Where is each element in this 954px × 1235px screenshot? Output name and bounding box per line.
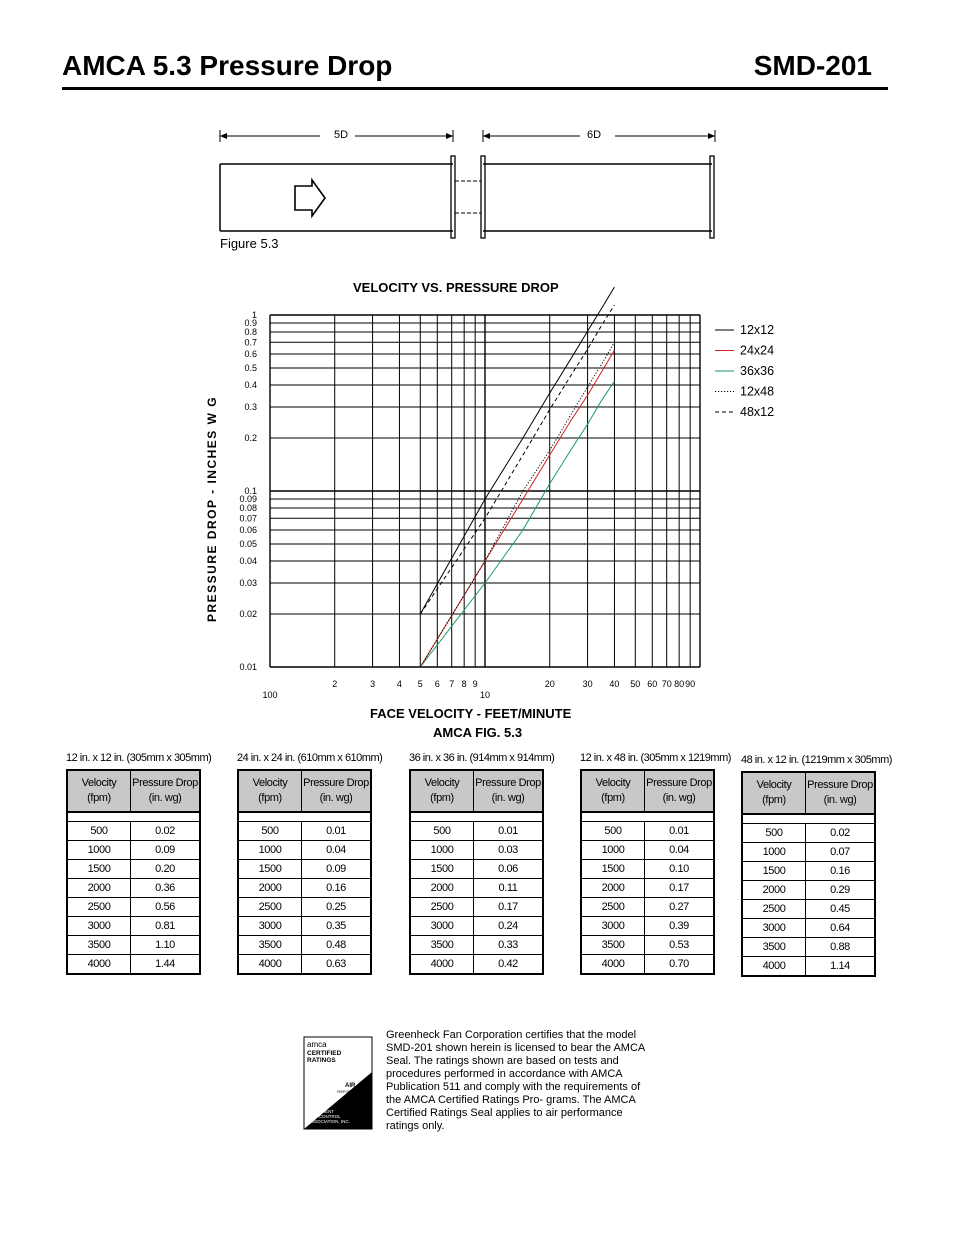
legend-label: 12x48 (740, 384, 775, 399)
col-header-pressure (474, 770, 544, 812)
velocity-cell: 2000 (238, 879, 302, 898)
y-tick-label: 1 (251, 310, 257, 320)
dim-label-6d: 6D (587, 129, 602, 141)
series-line-12x12 (420, 287, 614, 614)
table-row (238, 841, 371, 860)
col-header-velocity: Velocity (fpm) (67, 770, 131, 812)
pressure-cell: 0.01 (645, 822, 715, 841)
y-tick-label: 0.03 (239, 578, 257, 589)
table-row (67, 955, 200, 975)
velocity-cell: 3500 (67, 936, 131, 955)
table-row (238, 860, 371, 879)
velocity-cell: 4000 (67, 955, 131, 975)
y-tick-label: 0.6 (244, 349, 257, 360)
y-tick-label: 0.04 (239, 556, 257, 567)
y-tick-label: 0.4 (244, 380, 257, 391)
table-row (67, 917, 200, 936)
table-row (742, 938, 875, 957)
table-row (410, 860, 543, 879)
pressure-cell: 0.16 (302, 879, 372, 898)
pressure-cell: 1.44 (131, 955, 201, 975)
col-header-pressure-line1: Pressure Drop (303, 777, 369, 789)
pressure-cell: 0.24 (474, 917, 544, 936)
table-title: 36 in. x 36 in. (914mm x 914mm) (409, 752, 555, 764)
pressure-cell: 0.17 (474, 898, 544, 917)
pressure-cell: 0.04 (302, 841, 372, 860)
table-row (238, 822, 371, 841)
table-row (742, 862, 875, 881)
velocity-cell: 3500 (238, 936, 302, 955)
velocity-cell: 2500 (67, 898, 131, 917)
series-line-24x24 (420, 350, 614, 667)
pressure-cell: 0.29 (806, 881, 876, 900)
seal-text-2: CERTIFIED (307, 1050, 342, 1057)
x-tick-label: 50 (630, 679, 641, 689)
pressure-cell: 0.70 (645, 955, 715, 975)
seal-text-1: amca (307, 1040, 327, 1049)
y-tick-label: 0.09 (239, 494, 257, 505)
table-row (742, 919, 875, 938)
x-tick-label: 90 (685, 679, 696, 689)
pressure-cell: 0.27 (645, 898, 715, 917)
pressure-drop-table (580, 752, 731, 975)
pressure-cell: 0.56 (131, 898, 201, 917)
table-row (67, 879, 200, 898)
velocity-cell: 4000 (238, 955, 302, 975)
pressure-cell: 0.17 (645, 879, 715, 898)
page-title: AMCA 5.3 Pressure Drop (62, 50, 393, 81)
x-tick-label: 30 (582, 679, 593, 689)
y-tick-label: 0.5 (244, 362, 257, 373)
figure-caption: Figure 5.3 (220, 236, 279, 251)
y-tick-label: 0.05 (239, 538, 257, 549)
table-row (67, 841, 200, 860)
velocity-cell: 3000 (410, 917, 474, 936)
pressure-cell: 0.02 (131, 822, 201, 841)
col-header-pressure-line2: (in. wg) (823, 794, 857, 806)
velocity-cell: 1000 (410, 841, 474, 860)
table-title: 24 in. x 24 in. (610mm x 610mm) (237, 752, 383, 764)
x-tick-label: 70 (661, 679, 672, 689)
velocity-cell: 500 (238, 822, 302, 841)
x-tick-label: 2 (332, 679, 338, 689)
table-title: 12 in. x 12 in. (305mm x 305mm) (66, 752, 212, 764)
table-row (742, 843, 875, 862)
y-tick-label: 0.7 (244, 337, 257, 348)
col-header-pressure-line2: (in. wg) (148, 792, 182, 804)
pressure-drop-table (741, 754, 892, 977)
pressure-cell: 0.16 (806, 862, 876, 881)
table-row (742, 824, 875, 843)
data-table (409, 769, 544, 975)
series-line-48x12 (420, 305, 614, 614)
pressure-cell: 0.48 (302, 936, 372, 955)
velocity-cell: 3000 (238, 917, 302, 936)
y-tick-label: 0.01 (239, 662, 257, 672)
legend-label: 24x24 (740, 343, 775, 358)
legend-label: 48x12 (740, 405, 775, 419)
table-row (742, 900, 875, 919)
table-row (410, 841, 543, 860)
col-header-pressure-line1: Pressure Drop (807, 779, 873, 791)
col-header-pressure-line1: Pressure Drop (475, 777, 541, 789)
table-row (238, 936, 371, 955)
velocity-cell: 1000 (581, 841, 645, 860)
x-tick-label: 5 (417, 679, 423, 689)
header-gap (238, 812, 371, 822)
col-header-pressure-line1: Pressure Drop (646, 777, 712, 789)
y-tick-label: 0.1 (244, 486, 257, 496)
header-gap (742, 814, 875, 824)
seal-text-4: AIR (345, 1083, 356, 1089)
table-row (742, 881, 875, 900)
pressure-cell: 0.53 (645, 936, 715, 955)
pressure-cell: 0.04 (645, 841, 715, 860)
x-tick-label: 8 (461, 679, 467, 689)
col-header-velocity: Velocity (fpm) (410, 770, 474, 812)
x-tick-label: 6 (434, 679, 440, 689)
col-header-velocity: Velocity (fpm) (742, 772, 806, 814)
velocity-cell: 500 (581, 822, 645, 841)
model-number: SMD-201 (753, 50, 872, 81)
table-row (581, 841, 714, 860)
velocity-cell: 500 (742, 824, 806, 843)
dim-label-5d: 5D (334, 129, 349, 141)
velocity-cell: 3500 (581, 936, 645, 955)
data-table (237, 769, 372, 975)
x-tick-label: 7 (449, 679, 455, 689)
velocity-cell: 3000 (742, 919, 806, 938)
chart-subtitle: AMCA FIG. 5.3 (433, 725, 523, 740)
table-row (410, 917, 543, 936)
seal-text-8: AND CONTROL (308, 1114, 341, 1119)
legend-label: 12x12 (740, 323, 775, 337)
velocity-cell: 3000 (581, 917, 645, 936)
pressure-cell: 1.10 (131, 936, 201, 955)
pressure-cell: 0.81 (131, 917, 201, 936)
pressure-cell: 0.64 (806, 919, 876, 938)
table-row (67, 822, 200, 841)
y-tick-label: 0.3 (244, 402, 257, 413)
velocity-cell: 3500 (742, 938, 806, 957)
x-tick-label: 20 (544, 679, 555, 689)
velocity-cell: 4000 (581, 955, 645, 975)
table-row (410, 879, 543, 898)
col-header-pressure (302, 770, 372, 812)
table-row (410, 822, 543, 841)
pressure-cell: 0.25 (302, 898, 372, 917)
velocity-cell: 2000 (410, 879, 474, 898)
table-row (742, 957, 875, 977)
table-row (67, 936, 200, 955)
data-table (66, 769, 201, 975)
table-row (581, 936, 714, 955)
col-header-velocity: Velocity (fpm) (581, 770, 645, 812)
x-tick-label: 60 (647, 679, 658, 689)
pressure-cell: 0.35 (302, 917, 372, 936)
table-row (238, 955, 371, 975)
seal-text-6: AIR (308, 1104, 316, 1109)
pressure-cell: 0.11 (474, 879, 544, 898)
pressure-drop-table (66, 752, 211, 975)
pressure-cell: 0.03 (474, 841, 544, 860)
col-header-pressure-line1: Pressure Drop (132, 777, 198, 789)
pressure-cell: 0.01 (474, 822, 544, 841)
x-tick-label: 3 (370, 679, 376, 689)
pressure-cell: 0.10 (645, 860, 715, 879)
x-tick-label: 40 (609, 679, 620, 689)
col-header-pressure-line2: (in. wg) (662, 792, 696, 804)
x-tick-label: 4 (396, 679, 402, 689)
pressure-cell: 0.33 (474, 936, 544, 955)
velocity-cell: 3500 (410, 936, 474, 955)
header-gap (67, 812, 200, 822)
table-row (238, 879, 371, 898)
table-row (410, 936, 543, 955)
velocity-cell: 3000 (67, 917, 131, 936)
seal-text-9: ASSOCIATION, INC. (308, 1119, 350, 1124)
col-header-pressure (131, 770, 201, 812)
chart-title: VELOCITY VS. PRESSURE DROP (353, 280, 559, 295)
y-axis-label: PRESSURE DROP - INCHES W G (205, 395, 219, 622)
table-row (581, 898, 714, 917)
table-row (67, 898, 200, 917)
col-header-pressure-line2: (in. wg) (319, 792, 353, 804)
x-axis-label: FACE VELOCITY - FEET/MINUTE (370, 706, 572, 721)
amca-certified-ratings-seal (303, 1036, 373, 1130)
table-row (581, 860, 714, 879)
y-tick-label: 0.8 (244, 327, 257, 338)
velocity-cell: 2500 (742, 900, 806, 919)
pressure-cell: 0.09 (302, 860, 372, 879)
col-header-velocity: Velocity (fpm) (238, 770, 302, 812)
seal-text-5: PERFORMANCE (337, 1090, 362, 1094)
table-row (238, 898, 371, 917)
y-tick-label: 0.02 (239, 609, 257, 620)
seal-text-3: RATINGS (307, 1057, 336, 1064)
pressure-cell: 0.06 (474, 860, 544, 879)
data-table (741, 771, 876, 977)
col-header-pressure (806, 772, 876, 814)
table-title: 48 in. x 12 in. (1219mm x 305mm) (741, 754, 892, 766)
velocity-cell: 1000 (742, 843, 806, 862)
table-row (581, 955, 714, 975)
certification-text: Greenheck Fan Corporation certifies that the model SMD-201 shown herein is licensed to bear the AMCA Seal. The ratings shown are based on tests and procedures performed in accordance with AMCA Publication 511 and comply with the requirements of the AMCA Certified Ratings Pro- grams. The AMCA Certified Ratings Seal applies to air performance ratings only. (386, 1029, 645, 1132)
y-tick-label: 0.06 (239, 525, 257, 536)
table-row (581, 822, 714, 841)
pressure-cell: 0.20 (131, 860, 201, 879)
velocity-cell: 1500 (238, 860, 302, 879)
seal-text-7: MOVEMENT (308, 1109, 335, 1114)
header-gap (410, 812, 543, 822)
pressure-cell: 0.36 (131, 879, 201, 898)
table-row (581, 879, 714, 898)
velocity-cell: 1000 (67, 841, 131, 860)
pressure-cell: 0.39 (645, 917, 715, 936)
velocity-cell: 2000 (67, 879, 131, 898)
velocity-cell: 2000 (581, 879, 645, 898)
x-tick-label: 10 (479, 690, 491, 700)
header-gap (581, 812, 714, 822)
data-table (580, 769, 715, 975)
x-tick-label: 80 (674, 679, 685, 689)
y-tick-label: 0.2 (244, 433, 257, 444)
pressure-drop-table (409, 752, 554, 975)
velocity-cell: 1500 (581, 860, 645, 879)
table-row (581, 917, 714, 936)
pressure-cell: 0.63 (302, 955, 372, 975)
pressure-cell: 0.09 (131, 841, 201, 860)
velocity-cell: 2500 (410, 898, 474, 917)
table-row (238, 917, 371, 936)
legend-label: 36x36 (740, 364, 775, 378)
y-tick-label: 0.9 (244, 318, 257, 329)
col-header-pressure (645, 770, 715, 812)
pressure-drop-table (237, 752, 382, 975)
table-row (410, 898, 543, 917)
pressure-cell: 1.14 (806, 957, 876, 977)
x-tick-label: 100 (262, 690, 278, 700)
y-tick-label: 0.08 (239, 503, 257, 514)
y-tick-label: 0.07 (239, 513, 257, 524)
pressure-cell: 0.42 (474, 955, 544, 975)
pressure-cell: 0.01 (302, 822, 372, 841)
pressure-cell: 0.45 (806, 900, 876, 919)
pressure-cell: 0.07 (806, 843, 876, 862)
table-row (410, 955, 543, 975)
velocity-cell: 500 (67, 822, 131, 841)
velocity-cell: 2000 (742, 881, 806, 900)
velocity-cell: 1500 (742, 862, 806, 881)
velocity-cell: 4000 (742, 957, 806, 977)
table-title: 12 in. x 48 in. (305mm x 1219mm) (580, 752, 731, 764)
series-line-36x36 (420, 381, 614, 667)
velocity-cell: 1500 (67, 860, 131, 879)
velocity-cell: 2500 (581, 898, 645, 917)
table-row (67, 860, 200, 879)
velocity-cell: 1000 (238, 841, 302, 860)
velocity-cell: 2500 (238, 898, 302, 917)
velocity-cell: 4000 (410, 955, 474, 975)
series-line-12x48 (420, 342, 614, 667)
col-header-pressure-line2: (in. wg) (491, 792, 525, 804)
velocity-cell: 1500 (410, 860, 474, 879)
pressure-cell: 0.02 (806, 824, 876, 843)
pressure-cell: 0.88 (806, 938, 876, 957)
velocity-cell: 500 (410, 822, 474, 841)
x-tick-label: 9 (472, 679, 478, 689)
